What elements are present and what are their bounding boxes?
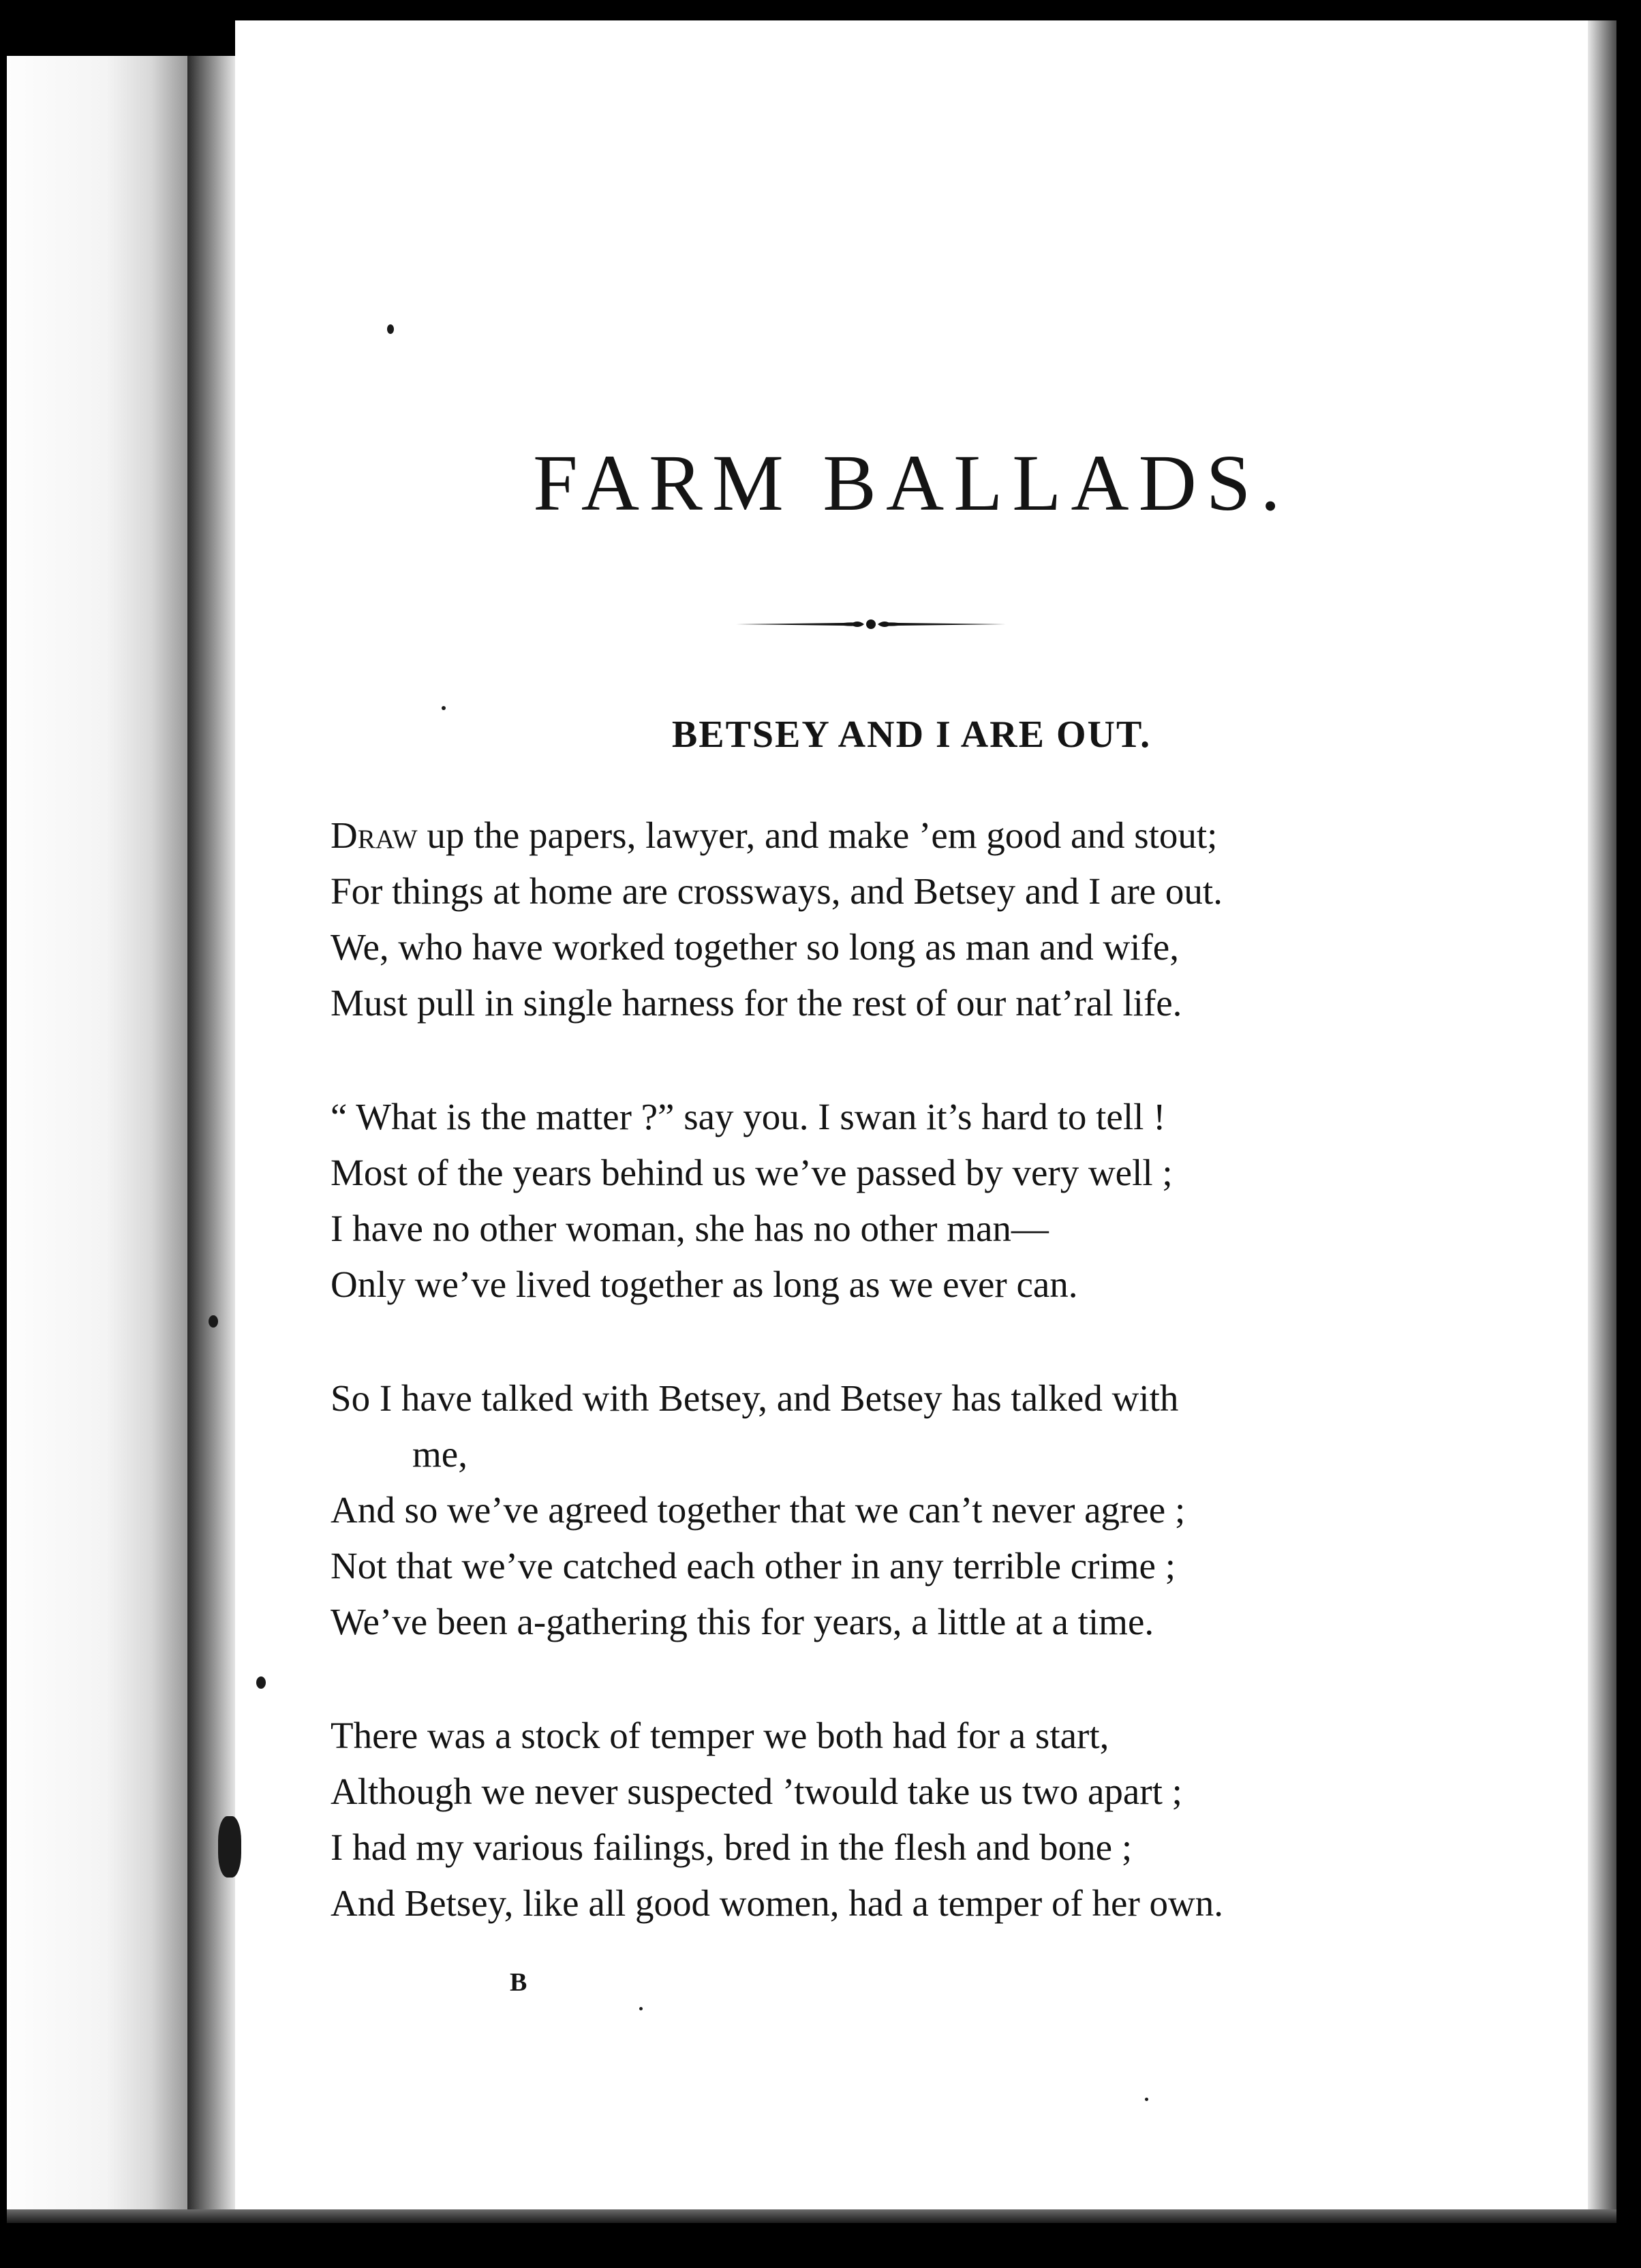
poem-line: Although we never suspected ’twould take us two apart ; <box>331 1771 1182 1812</box>
poem-line <box>331 808 1421 863</box>
poem-line: And so we’ve agreed together that we can’t never agree ; <box>331 1489 1186 1531</box>
scan-speck <box>256 1676 266 1689</box>
decorative-rule-icon <box>735 611 1007 638</box>
poem-line: We, who have worked together so long as man and wife, <box>331 926 1179 968</box>
poem-line-continuation: me, <box>412 1433 467 1475</box>
stanza-1 <box>331 808 1421 1031</box>
poem-line: I had my various failings, bred in the flesh and bone ; <box>331 1826 1133 1868</box>
poem-line: There was a stock of temper we both had for a start, <box>331 1715 1109 1756</box>
poem-line: I have no other woman, she has no other man— <box>331 1208 1049 1249</box>
drop-cap-word: Draw <box>331 814 418 856</box>
poem-line: We’ve been a-gathering this for years, a little at a time. <box>331 1601 1154 1642</box>
page-fore-edge <box>1588 20 1616 2209</box>
stanza-4 <box>331 1708 1421 1931</box>
poem-line: For things at home are crossways, and Betsey and I are out. <box>331 870 1223 912</box>
book-title: FARM BALLADS. <box>533 438 1290 527</box>
scan-speck <box>209 1315 218 1328</box>
poem-line: Most of the years behind us we’ve passed by very well ; <box>331 1152 1173 1193</box>
poem-line: Not that we’ve catched each other in any terrible crime ; <box>331 1545 1176 1587</box>
poem-body <box>331 808 1421 1989</box>
poem-line: And Betsey, like all good women, had a temper of her own. <box>331 1882 1223 1924</box>
stanza-2 <box>331 1089 1421 1313</box>
page-bottom-edge <box>7 2209 1616 2223</box>
book-gutter <box>187 56 235 2209</box>
signature-mark: B <box>510 1968 527 1997</box>
scan-speck <box>442 706 446 710</box>
poem-title: BETSEY AND I ARE OUT. <box>671 714 1152 756</box>
scan-speck <box>639 2007 643 2010</box>
poem-line: So I have talked with Betsey, and Betsey has talked with <box>331 1377 1179 1419</box>
scan-speck <box>387 324 394 334</box>
poem-line: Only we’ve lived together as long as we ever can. <box>331 1263 1078 1305</box>
poem-line-text: up the papers, lawyer, and make ’em good and stout; <box>417 814 1218 856</box>
stanza-3 <box>331 1370 1421 1650</box>
scan-speck <box>218 1816 241 1878</box>
previous-page-edge <box>7 56 187 2209</box>
poem-line: Must pull in single harness for the rest of our nat’ral life. <box>331 982 1182 1024</box>
scan-speck <box>1145 2098 1148 2101</box>
poem-line: “ What is the matter ?” say you. I swan it’s hard to tell ! <box>331 1096 1166 1137</box>
